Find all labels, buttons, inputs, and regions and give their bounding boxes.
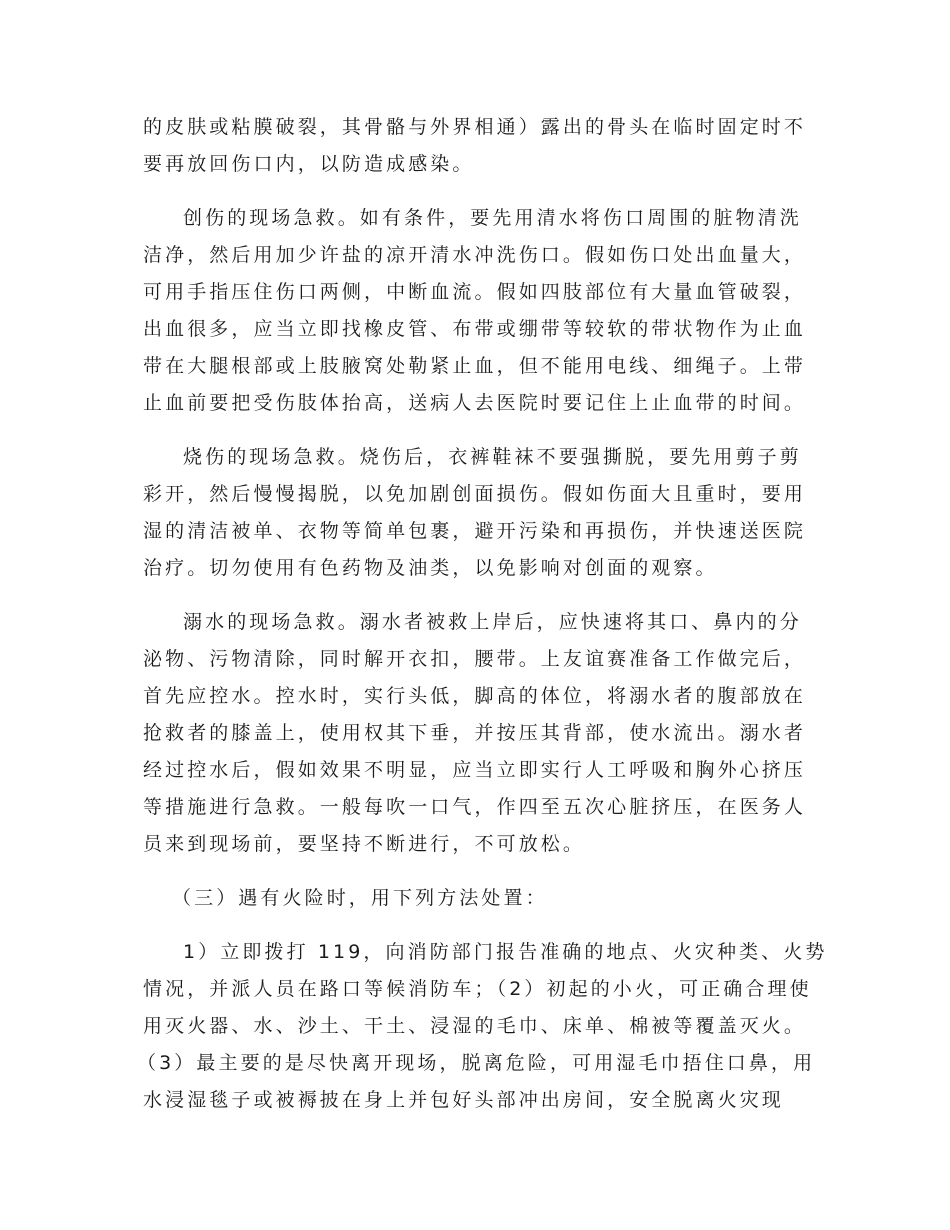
text-line: 泌物、污物清除，同时解开衣扣，腰带。上友谊赛准备工作做完后， — [143, 648, 807, 670]
paragraph-first-line: 创伤的现场急救。如有条件，要先用清水将伤口周围的脏物清洗 — [183, 207, 802, 229]
text-line: 带在大腿根部或上肢腋窝处勒紧止血，但不能用电线、细绳子。上带 — [143, 355, 807, 377]
text-line: 可用手指压住伤口两侧，中断血流。假如四肢部位有大量血管破裂， — [143, 281, 807, 303]
text-line: 湿的清洁被单、衣物等简单包裹，避开污染和再损伤，并快速送医院 — [143, 520, 807, 542]
text-line: 情况，并派人员在路口等候消防车；（2）初起的小火，可正确合理使 — [143, 978, 812, 1000]
paragraph-first-line: 烧伤的现场急救。烧伤后，衣裤鞋袜不要强撕脱，要先用剪子剪 — [183, 446, 802, 468]
paragraph-first-line: 溺水的现场急救。溺水者被救上岸后，应快速将其口、鼻内的分 — [183, 611, 802, 633]
text-line: （3）最主要的是尽快离开现场，脱离危险，可用湿毛巾捂住口鼻，用 — [137, 1052, 816, 1074]
paragraph-first-line: 1）立即拨打 119，向消防部门报告准确的地点、火灾种类、火势 — [183, 941, 828, 963]
text-line: 止血前要把受伤肢体抬高，送病人去医院时要记住上止血带的时间。 — [143, 392, 807, 414]
section-heading: （三）遇有火险时，用下列方法处置： — [172, 887, 548, 909]
text-line: 出血很多，应当立即找橡皮管、布带或绷带等较软的带状物作为止血 — [143, 318, 807, 340]
text-line: 经过控水后，假如效果不明显，应当立即实行人工呼吸和胸外心挤压 — [143, 759, 807, 781]
text-line: 洁净，然后用加少许盐的凉开清水冲洗伤口。假如伤口处出血量大， — [143, 244, 807, 266]
text-line: 等措施进行急救。一般每吹一口气，作四至五次心脏挤压，在医务人 — [143, 796, 807, 818]
text-line: 首先应控水。控水时，实行头低，脚高的体位，将溺水者的腹部放在 — [143, 685, 807, 707]
text-line: 用灭火器、水、沙土、干土、浸湿的毛巾、床单、棉被等覆盖灭火。 — [143, 1015, 807, 1037]
text-line: 抢救者的膝盖上，使用权其下垂，并按压其背部，使水流出。溺水者 — [143, 722, 807, 744]
text-line: 要再放回伤口内，以防造成感染。 — [143, 153, 475, 175]
text-line: 员来到现场前，要坚持不断进行，不可放松。 — [143, 833, 586, 855]
text-line: 彩开，然后慢慢揭脱，以免加剧创面损伤。假如伤面大且重时，要用 — [143, 483, 807, 505]
text-line: 治疗。切勿使用有色药物及油类，以免影响对创面的观察。 — [143, 557, 718, 579]
text-line: 的皮肤或粘膜破裂，其骨骼与外界相通）露出的骨头在临时固定时不 — [143, 116, 807, 138]
text-line: 水浸湿毯子或被褥披在身上并包好头部冲出房间，安全脱离火灾现 — [143, 1089, 784, 1111]
